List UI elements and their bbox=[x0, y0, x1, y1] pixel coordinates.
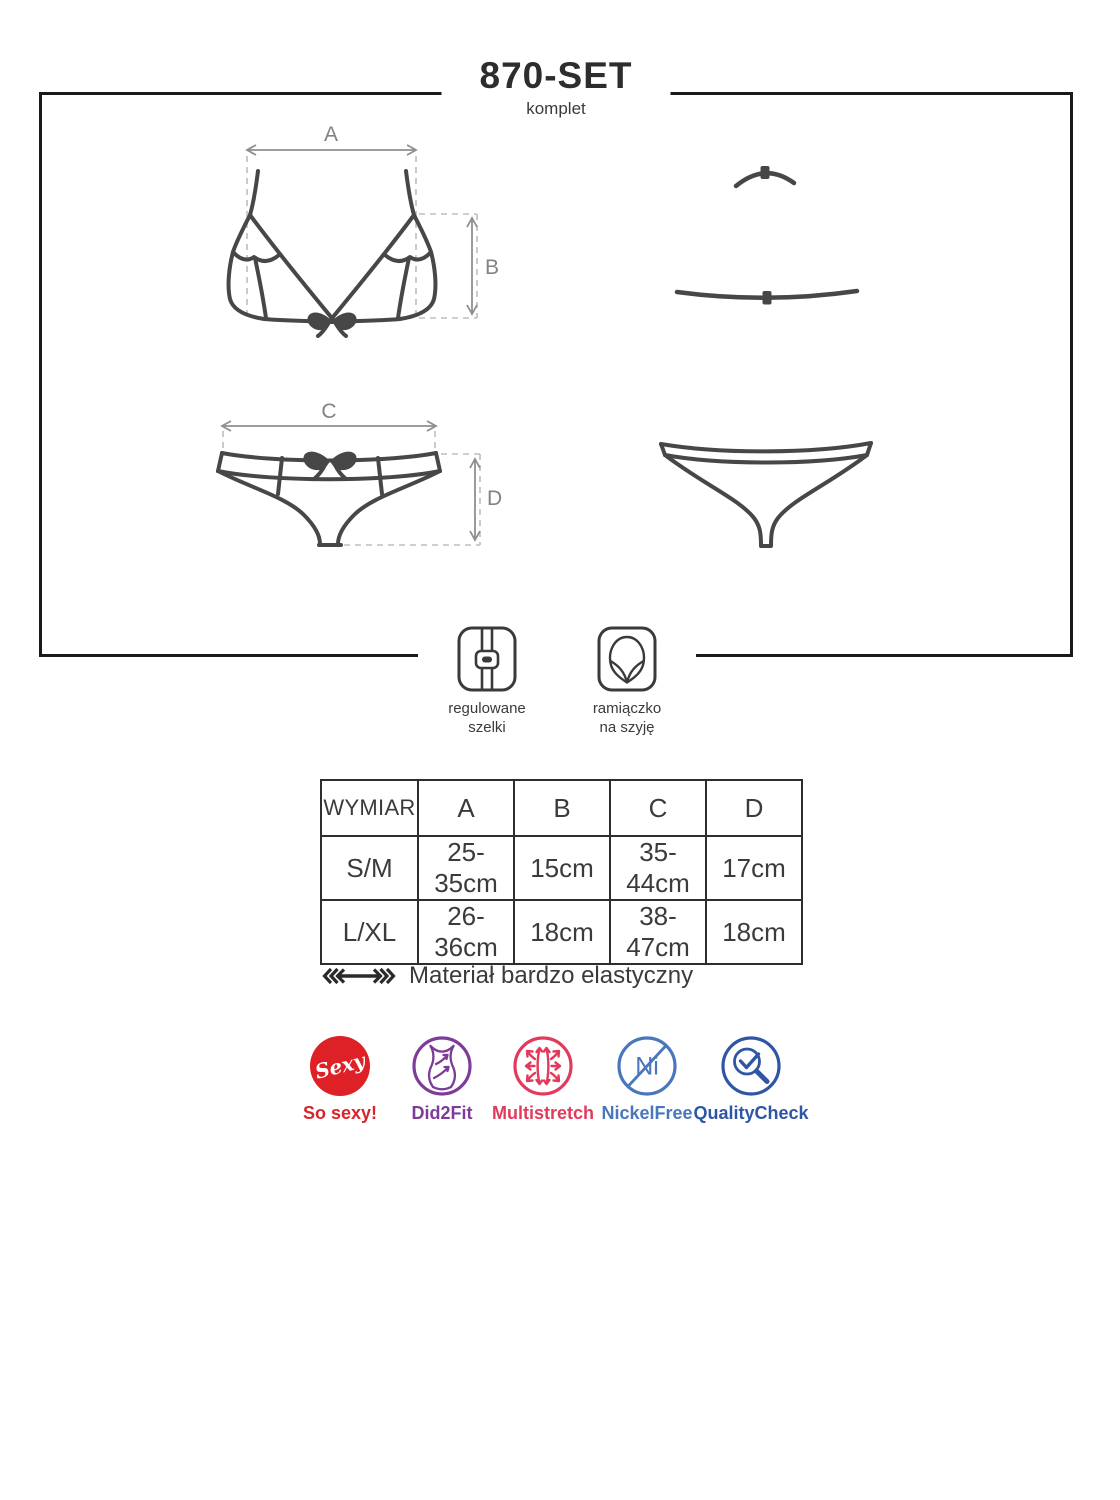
measurement-diagram bbox=[39, 92, 1073, 657]
product-subtitle: komplet bbox=[526, 99, 586, 118]
adjustable-straps-icon bbox=[457, 626, 517, 692]
dimension-a-label: A bbox=[323, 123, 339, 146]
feature-icons bbox=[418, 626, 696, 748]
feature-adjustable-straps bbox=[431, 626, 543, 748]
badge-label: QualityCheck bbox=[693, 1103, 809, 1123]
badge-label: So sexy! bbox=[302, 1103, 378, 1123]
thong-back-drawing bbox=[661, 443, 871, 546]
size-row-lxl bbox=[321, 900, 802, 964]
stretch-arrow-icon bbox=[322, 965, 396, 987]
value-b: 15cm bbox=[514, 836, 610, 900]
panties-front-drawing bbox=[218, 452, 440, 545]
header-a: A bbox=[418, 780, 514, 836]
header-c: C bbox=[610, 780, 706, 836]
multistretch-icon bbox=[512, 1035, 574, 1097]
size-table bbox=[320, 779, 803, 965]
value-c: 38-47cm bbox=[610, 900, 706, 964]
size-label: S/M bbox=[321, 836, 418, 900]
qualitycheck-icon bbox=[720, 1035, 782, 1097]
feature-label: regulowane szelki bbox=[448, 700, 526, 736]
dimension-d bbox=[344, 454, 502, 545]
ni-text: Ni bbox=[635, 1052, 659, 1081]
nickelfree-icon bbox=[616, 1035, 678, 1097]
bra-back-drawing bbox=[677, 166, 857, 305]
page-title bbox=[441, 56, 670, 119]
sexy-icon bbox=[309, 1035, 371, 1097]
badge-label: Did2Fit bbox=[411, 1103, 473, 1123]
dimension-c bbox=[222, 400, 436, 450]
did2fit-icon bbox=[411, 1035, 473, 1097]
bra-front-drawing bbox=[229, 171, 436, 336]
header-b: B bbox=[514, 780, 610, 836]
neck-strap-icon bbox=[597, 626, 657, 692]
panties-bow bbox=[303, 452, 356, 479]
value-d: 18cm bbox=[706, 900, 802, 964]
size-row-sm bbox=[321, 836, 802, 900]
value-a: 26-36cm bbox=[418, 900, 514, 964]
value-a: 25-35cm bbox=[418, 836, 514, 900]
feature-label: ramiączko na szyję bbox=[592, 700, 662, 736]
product-code: 870-SET bbox=[479, 55, 633, 96]
badge-label: Multistretch bbox=[491, 1103, 594, 1123]
value-c: 35-44cm bbox=[610, 836, 706, 900]
size-table-header-row bbox=[321, 780, 802, 836]
feature-neck-strap bbox=[571, 626, 683, 748]
header-wymiar: WYMIAR bbox=[321, 780, 418, 836]
material-note-text: Materiał bardzo elastyczny bbox=[409, 962, 694, 989]
badge-qualitycheck bbox=[686, 1035, 816, 1124]
dimension-b-label: B bbox=[485, 256, 500, 279]
sexy-script-text: Sexy bbox=[312, 1048, 368, 1084]
dimension-d-label: D bbox=[487, 487, 503, 510]
header-d: D bbox=[706, 780, 802, 836]
material-note bbox=[322, 962, 693, 990]
dimension-c-label: C bbox=[321, 400, 337, 423]
dimension-a bbox=[247, 123, 416, 318]
badge-label: NickelFree bbox=[601, 1103, 693, 1123]
value-d: 17cm bbox=[706, 836, 802, 900]
size-label: L/XL bbox=[321, 900, 418, 964]
value-b: 18cm bbox=[514, 900, 610, 964]
